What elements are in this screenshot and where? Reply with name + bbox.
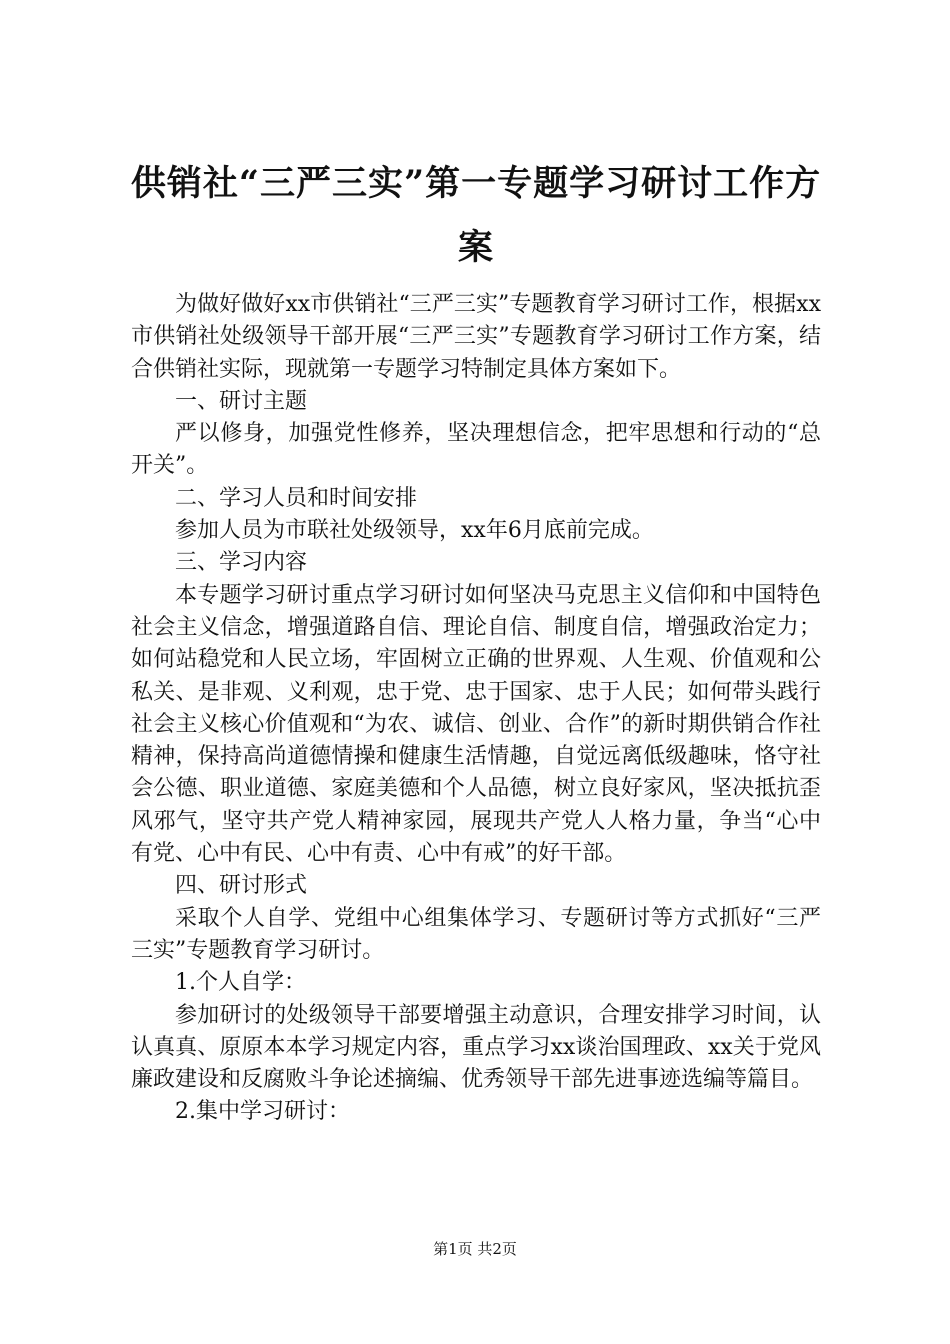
paragraph-intro: 为做好做好xx市供销社“三严三实”专题教育学习研讨工作，根据xx市供销社处级领导干部开展“三严三实”专题教育学习研讨工作方案，结合供销社实际，现就第一专题学习特制定具体方案如下。 xyxy=(131,292,821,382)
heading-topic: 一、研讨主题 xyxy=(175,388,308,414)
heading-self-study: 1.个人自学： xyxy=(175,970,306,996)
heading-format: 四、研讨形式 xyxy=(175,873,308,899)
document-body xyxy=(131,289,821,1129)
paragraph-personnel-schedule: 参加人员为市联社处级领导，xx年6月底前完成。 xyxy=(175,518,654,544)
page-footer: 第1页 共2页 xyxy=(433,1240,517,1258)
heading-content: 三、学习内容 xyxy=(175,550,308,576)
paragraph-topic: 严以修身，加强党性修养，坚决理想信念，把牢思想和行动的“总开关”。 xyxy=(131,421,821,479)
paragraph-format: 采取个人自学、党组中心组集体学习、专题研讨等方式抓好“三严三实”专题教育学习研讨。 xyxy=(131,905,821,963)
heading-personnel-schedule: 二、学习人员和时间安排 xyxy=(175,485,418,511)
heading-group-study: 2.集中学习研讨： xyxy=(175,1099,350,1125)
document-title: 供销社“三严三实”第一专题学习研讨工作方案 xyxy=(130,163,822,268)
paragraph-self-study: 参加研讨的处级领导干部要增强主动意识，合理安排学习时间，认认真真、原原本本学习规定内容，重点学习xx谈治国理政、xx关于党风廉政建设和反腐败斗争论述摘编、优秀领导干部先进事迹选编等篇目。 xyxy=(131,1002,821,1093)
paragraph-content: 本专题学习研讨重点学习研讨如何坚决马克思主义信仰和中国特色社会主义信念，增强道路自信、理论自信、制度自信，增强政治定力；如何站稳党和人民立场，牢固树立正确的世界观、人生观、价值观和公私关、是非观、义利观，忠于党、忠于国家、忠于人民；如何带头践行社会主义核心价值观和“为农、诚信、创业、合作”的新时期供销合作社精神，保持高尚道德情操和健康生活情趣，自觉远离低级趣味，恪守社会公德、职业道德、家庭美德和个人品德，树立良好家风，坚决抵抗歪风邪气，坚守共产党人精神家园，展现共产党人人格力量，争当“心中有党、心中有民、心中有责、心中有戒”的好干部。 xyxy=(131,582,821,867)
